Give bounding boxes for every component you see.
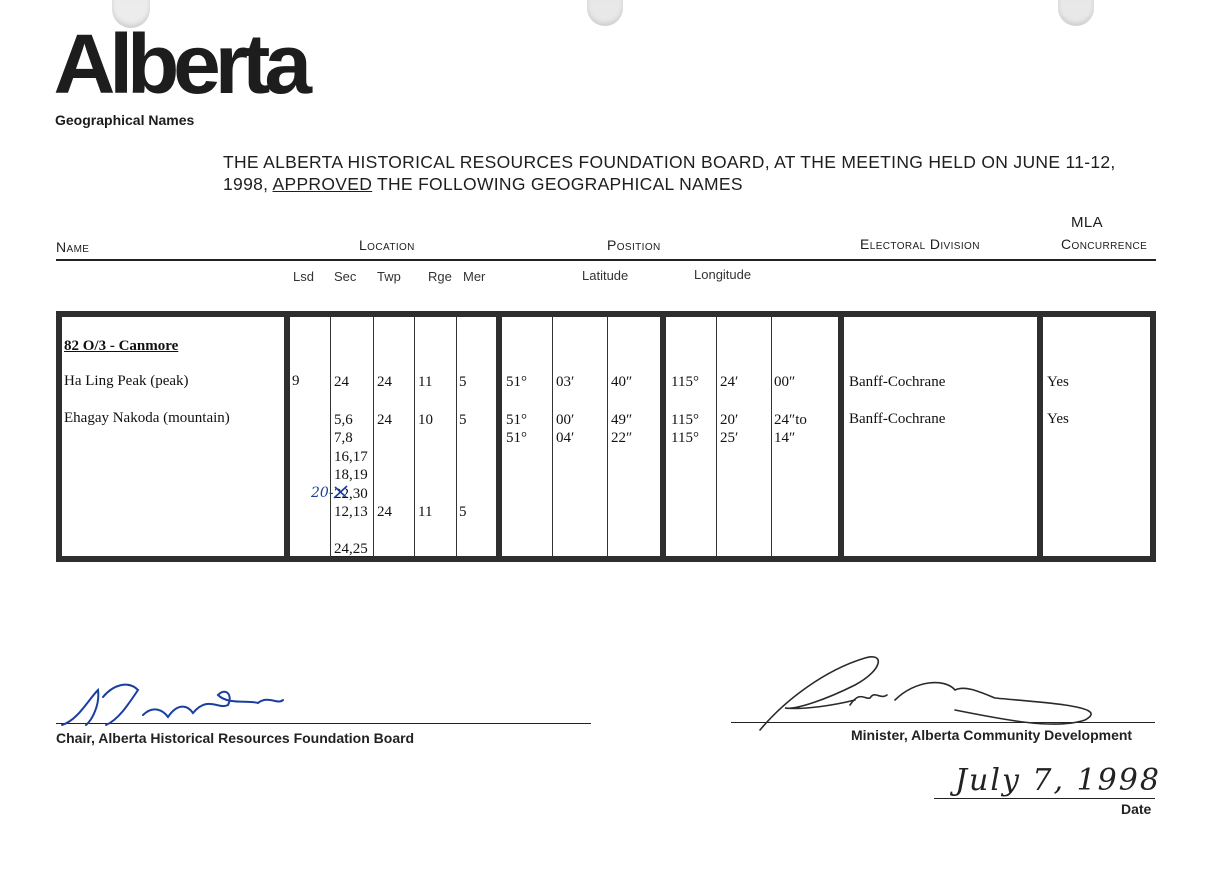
row2-lon-sec: 24″to xyxy=(774,412,807,428)
divider-name xyxy=(284,311,290,562)
table-bottom-border xyxy=(56,556,1156,562)
row1-lon-sec: 00″ xyxy=(774,374,796,390)
col-rge: Rge xyxy=(428,269,452,284)
line-lon-1 xyxy=(716,317,717,556)
row2-rge: 10 xyxy=(418,412,433,428)
row2-lon-sec-2: 14″ xyxy=(774,430,796,446)
col-location: Location xyxy=(359,237,415,253)
row2-lon-min: 20′ xyxy=(720,412,739,428)
alberta-logo: Alberta xyxy=(53,17,306,111)
row2-twp: 24 xyxy=(377,412,392,428)
logo-subtitle: Geographical Names xyxy=(55,112,195,128)
date-line xyxy=(934,798,1155,799)
row2-mla: Yes xyxy=(1047,411,1069,427)
chair-signature xyxy=(58,675,288,735)
col-concurrence: Concurrence xyxy=(1061,236,1148,252)
row2-lon-deg-2: 115° xyxy=(671,430,699,446)
strikethrough-mark xyxy=(332,483,350,501)
row1-twp: 24 xyxy=(377,374,392,390)
row1-electoral: Banff-Cochrane xyxy=(849,374,946,390)
row1-lon-min: 24′ xyxy=(720,374,739,390)
col-electoral: Electoral Division xyxy=(860,236,980,252)
document-heading xyxy=(223,151,1183,195)
row2-sec-1: 5,6 xyxy=(334,412,353,428)
line-lon-2 xyxy=(771,317,772,556)
chair-label: Chair, Alberta Historical Resources Foundation Board xyxy=(56,730,415,746)
col-lsd: Lsd xyxy=(293,269,314,284)
col-position: Position xyxy=(607,237,661,253)
map-sheet-title: 82 O/3 - Canmore xyxy=(64,338,179,354)
hole-punch-right xyxy=(1058,0,1094,26)
row2-sec-2: 7,8 xyxy=(334,430,353,446)
col-longitude: Longitude xyxy=(694,267,752,282)
line-lat-1 xyxy=(552,317,553,556)
heading-line-2-pre: 1998, xyxy=(223,174,273,194)
col-latitude: Latitude xyxy=(582,268,629,283)
row2-sec-6: 12,13 xyxy=(334,504,368,520)
heading-approved: APPROVED xyxy=(272,174,373,194)
row1-sec: 24 xyxy=(334,374,349,390)
row2-lat-sec-2: 22″ xyxy=(611,430,633,446)
table-right-border xyxy=(1150,311,1156,562)
row2-lat-deg: 51° xyxy=(506,412,527,428)
row2-name: Ehagay Nakoda (mountain) xyxy=(64,410,230,426)
col-mer: Mer xyxy=(463,269,486,284)
row2-lat-min-2: 04′ xyxy=(556,430,575,446)
row2-lon-min-2: 25′ xyxy=(720,430,739,446)
row1-mer: 5 xyxy=(459,374,467,390)
heading-line-2-post: THE FOLLOWING GEOGRAPHICAL NAMES xyxy=(372,174,743,194)
line-twp-rge xyxy=(414,317,415,556)
divider-longitude xyxy=(838,311,844,562)
header-rule xyxy=(56,259,1156,261)
hole-punch-center xyxy=(587,0,623,26)
row1-lat-min: 03′ xyxy=(556,374,575,390)
row2-sec-3: 16,17 xyxy=(334,449,368,465)
row2-lon-deg: 115° xyxy=(671,412,699,428)
col-name: Name xyxy=(56,239,90,255)
col-twp: Twp xyxy=(377,269,401,284)
line-lsd-sec xyxy=(330,317,331,560)
row2-lat-deg-2: 51° xyxy=(506,430,527,446)
col-sec: Sec xyxy=(334,269,357,284)
col-mla: MLA xyxy=(1071,214,1104,231)
row2-lat-min: 00′ xyxy=(556,412,575,428)
date-value: July 7, 1998 xyxy=(955,763,1161,798)
line-rge-mer xyxy=(456,317,457,556)
line-lat-2 xyxy=(607,317,608,556)
row2-lat-sec: 49″ xyxy=(611,412,633,428)
row2-electoral: Banff-Cochrane xyxy=(849,411,946,427)
divider-location xyxy=(496,311,502,562)
row1-lon-deg: 115° xyxy=(671,374,699,390)
row1-lat-deg: 51° xyxy=(506,374,527,390)
minister-label: Minister, Alberta Community Development xyxy=(851,727,1133,743)
heading-line-2 xyxy=(223,173,1183,195)
row1-rge: 11 xyxy=(418,374,433,390)
table-left-border xyxy=(56,311,62,562)
row1-mla: Yes xyxy=(1047,374,1069,390)
heading-line-1: THE ALBERTA HISTORICAL RESOURCES FOUNDATION BOARD, AT THE MEETING HELD ON JUNE 11-12, xyxy=(223,152,1116,172)
row2-sec-4: 18,19 xyxy=(334,467,368,483)
row1-name: Ha Ling Peak (peak) xyxy=(64,373,189,389)
date-label: Date xyxy=(1121,801,1152,817)
row1-lsd: 9 xyxy=(292,373,300,389)
divider-latitude xyxy=(660,311,666,562)
row2-mer: 5 xyxy=(459,412,467,428)
table-top-border xyxy=(56,311,1156,317)
row2-twp-2: 24 xyxy=(377,504,392,520)
row2-sec-5: 22,30 xyxy=(334,486,368,502)
row2-rge-2: 11 xyxy=(418,504,433,520)
handwritten-correction: 20- xyxy=(311,485,334,501)
line-sec-twp xyxy=(373,317,374,556)
row2-mer-2: 5 xyxy=(459,504,467,520)
row1-lat-sec: 40″ xyxy=(611,374,633,390)
divider-electoral xyxy=(1037,311,1043,562)
row2-sec-7: 24,25 xyxy=(334,541,368,557)
